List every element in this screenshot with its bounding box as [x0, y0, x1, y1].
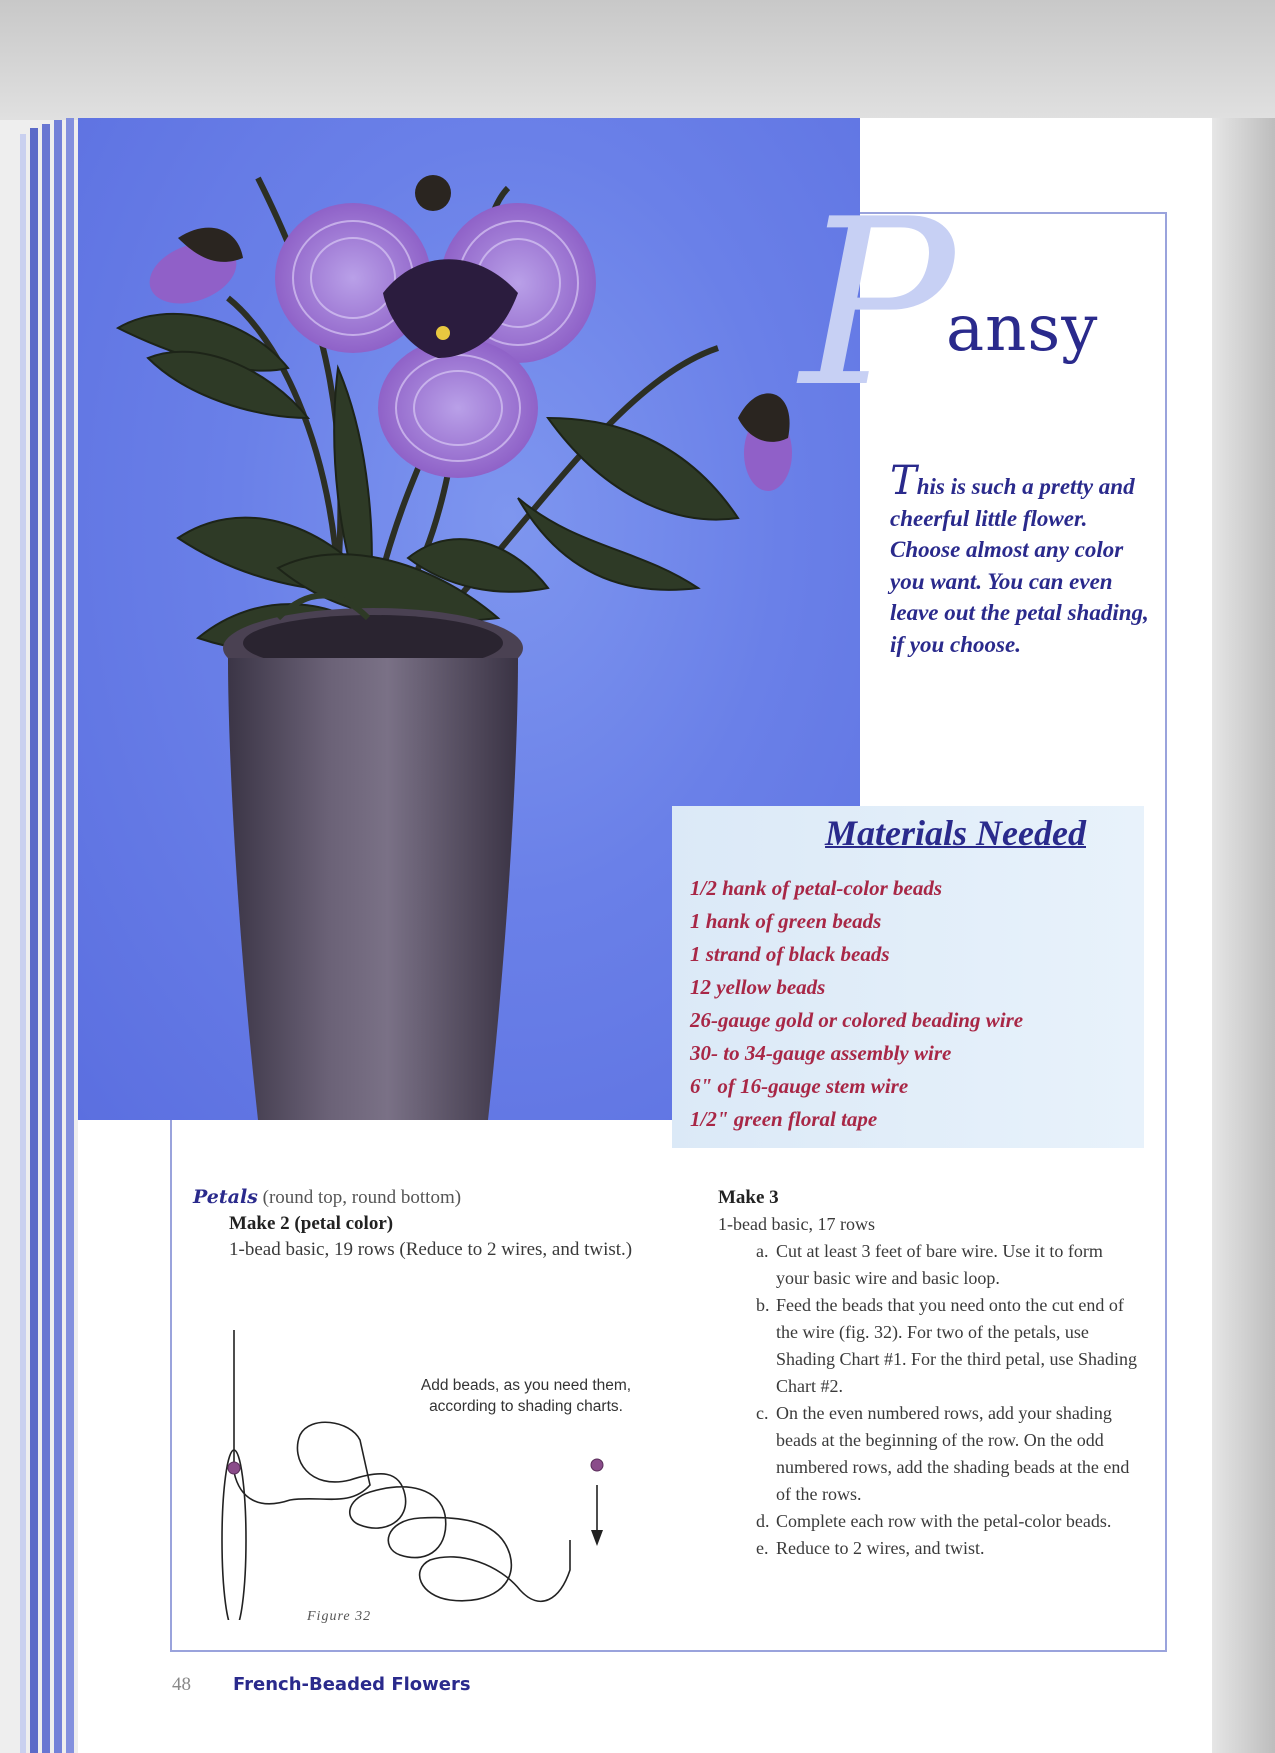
page-edge [20, 134, 26, 1753]
materials-item: 6" of 16-gauge stem wire [690, 1074, 909, 1098]
materials-item: 12 yellow beads [690, 975, 826, 999]
make-3-section [718, 1184, 1138, 1562]
petals-subheading: (round top, round bottom) [262, 1187, 462, 1208]
page-edge [66, 118, 74, 1753]
materials-item: 1/2" green floral tape [690, 1107, 878, 1131]
petals-instructions: 1-bead basic, 19 rows (Reduce to 2 wires, and twist.) [229, 1239, 633, 1260]
bead-icon [228, 1462, 240, 1474]
page-title: ansy [946, 292, 1099, 366]
intro-drop-cap: T [890, 458, 917, 504]
figure-caption: Figure 32 [307, 1609, 372, 1624]
step-text: Complete each row with the petal-color beads. [776, 1511, 1112, 1531]
step-item [718, 1535, 1138, 1562]
petals-heading-line [193, 1184, 663, 1211]
bead-icon [591, 1459, 603, 1471]
intro-text: his is such a pretty and cheerful little flower. Choose almost any color you want. You can even leave out the petal shading, if you choose. [890, 474, 1149, 657]
steps-list [718, 1238, 1138, 1562]
figure-annotation: Add beads, as you need them, according to shading charts. [420, 1377, 632, 1415]
step-label: a. [756, 1241, 769, 1261]
figure-32-diagram [200, 1320, 620, 1620]
step-item [718, 1238, 1138, 1292]
step-label: c. [756, 1403, 769, 1423]
materials-item: 1 hank of green beads [690, 909, 882, 933]
step-label: d. [756, 1511, 770, 1531]
step-item [718, 1508, 1138, 1535]
basic-loop [222, 1450, 246, 1620]
step-text: On the even numbered rows, add your shading beads at the beginning of the row. On the odd numbered rows, add the shading beads at the end of the rows. [776, 1403, 1130, 1504]
frame-line [1165, 212, 1167, 1652]
materials-item: 30- to 34-gauge assembly wire [690, 1041, 952, 1065]
step-text: Reduce to 2 wires, and twist. [776, 1538, 985, 1558]
page-number: 48 [172, 1674, 191, 1695]
pansy-flower [275, 203, 596, 478]
step-label: e. [756, 1538, 769, 1558]
make-label: Make 3 [718, 1187, 779, 1208]
step-text: Cut at least 3 feet of bare wire. Use it to form your basic wire and basic loop. [776, 1241, 1103, 1288]
step-item [718, 1400, 1138, 1508]
scan-background-right [1212, 118, 1275, 1753]
scan-background-top [0, 0, 1275, 130]
page-edge [42, 124, 50, 1753]
page-edge [30, 128, 38, 1753]
running-head: French-Beaded Flowers [233, 1674, 471, 1695]
intro-paragraph [890, 458, 1160, 660]
page-edge [54, 120, 62, 1753]
frame-line [170, 1120, 172, 1651]
step-label: b. [756, 1295, 770, 1315]
petals-heading: Petals [193, 1186, 258, 1208]
step-item [718, 1292, 1138, 1400]
materials-item: 1 strand of black beads [690, 942, 890, 966]
materials-item: 26-gauge gold or colored beading wire [690, 1008, 1024, 1032]
make-label: Make 2 (petal color) [229, 1213, 394, 1234]
step-text: Feed the beads that you need onto the cut end of the wire (fig. 32). For two of the petals, use Shading Chart #1. For the third petal, use Shading Chart #2. [776, 1295, 1137, 1396]
frame-line [170, 1650, 1166, 1652]
petals-section [193, 1184, 663, 1263]
make-3-instructions: 1-bead basic, 17 rows [718, 1214, 875, 1234]
vase [223, 596, 523, 1121]
title-drop-cap: P [800, 171, 955, 438]
materials-list [690, 872, 1023, 1136]
materials-item: 1/2 hank of petal-color beads [690, 876, 942, 900]
materials-title: Materials Needed [825, 813, 1086, 853]
